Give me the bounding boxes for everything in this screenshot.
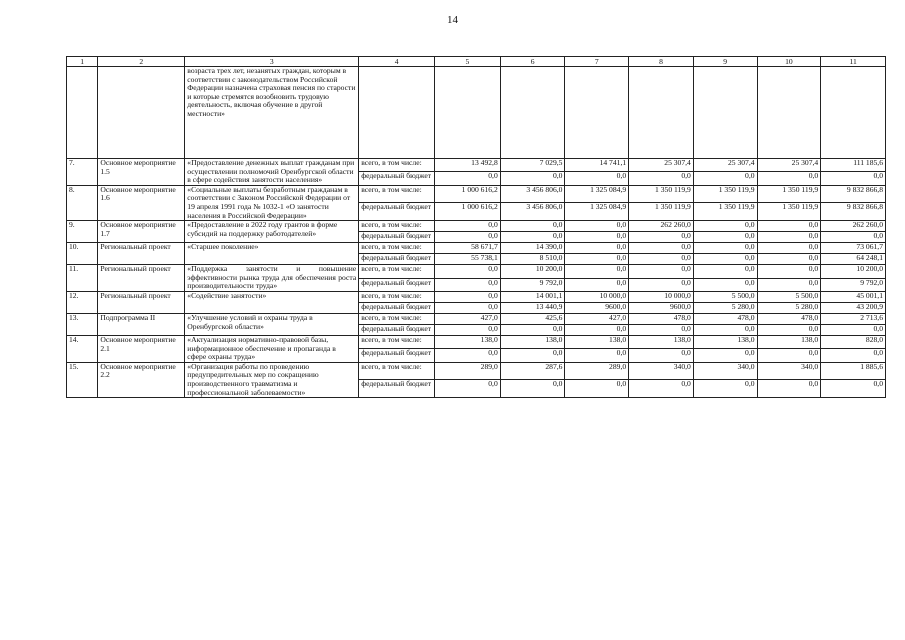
- empty-cell: [629, 67, 694, 159]
- column-header: 8: [629, 57, 694, 67]
- table-row: [67, 291, 886, 302]
- budget-source-cell: всего, в том числе:: [359, 291, 435, 302]
- program-name-cell: Региональный проект: [98, 265, 185, 292]
- year-value-cell: 0,0: [565, 349, 629, 362]
- year-value-cell: 10 000,0: [565, 291, 629, 302]
- year-value-cell: 0,0: [629, 278, 694, 291]
- year-value-cell: 3 456 806,0: [500, 185, 565, 203]
- table-body: [67, 67, 886, 398]
- year-value-cell: 8 510,0: [500, 254, 565, 265]
- total-value-cell: 9 832 866,8: [821, 185, 886, 203]
- year-value-cell: 1 325 084,9: [565, 185, 629, 203]
- budget-source-cell: всего, в том числе:: [359, 313, 435, 324]
- year-value-cell: 0,0: [693, 254, 757, 265]
- year-value-cell: 55 738,1: [435, 254, 501, 265]
- table-row: [67, 243, 886, 254]
- year-value-cell: 478,0: [693, 313, 757, 324]
- year-value-cell: 0,0: [565, 232, 629, 243]
- budget-source-cell: федеральный бюджет: [359, 254, 435, 265]
- total-value-cell: 1 885,6: [821, 362, 886, 380]
- year-value-cell: 1 350 119,9: [629, 203, 694, 221]
- budget-source-cell: федеральный бюджет: [359, 172, 435, 185]
- year-value-cell: 0,0: [629, 324, 694, 335]
- table-row: [67, 159, 886, 172]
- total-value-cell: 10 200,0: [821, 265, 886, 278]
- column-header: 2: [98, 57, 185, 67]
- year-value-cell: 1 350 119,9: [693, 203, 757, 221]
- row-number-cell: 7.: [67, 159, 98, 186]
- year-value-cell: 25 307,4: [693, 159, 757, 172]
- year-value-cell: 0,0: [629, 243, 694, 254]
- year-value-cell: 0,0: [757, 380, 821, 398]
- year-value-cell: 0,0: [435, 232, 501, 243]
- row-number-cell: [67, 67, 98, 159]
- year-value-cell: 0,0: [435, 265, 501, 278]
- year-value-cell: 0,0: [629, 172, 694, 185]
- description-cell: «Организация работы по проведению предупредительных мер по сокращению производственного травматизма и профессиональной заболеваемости»: [185, 362, 359, 397]
- year-value-cell: 0,0: [693, 243, 757, 254]
- year-value-cell: 0,0: [757, 278, 821, 291]
- year-value-cell: 138,0: [435, 335, 501, 348]
- column-header: 9: [693, 57, 757, 67]
- year-value-cell: 0,0: [757, 243, 821, 254]
- total-value-cell: 111 185,6: [821, 159, 886, 172]
- total-value-cell: 828,0: [821, 335, 886, 348]
- column-header: 3: [185, 57, 359, 67]
- year-value-cell: 0,0: [693, 380, 757, 398]
- year-value-cell: 10 000,0: [629, 291, 694, 302]
- year-value-cell: 0,0: [565, 254, 629, 265]
- budget-source-cell: всего, в том числе:: [359, 243, 435, 254]
- year-value-cell: 0,0: [435, 324, 501, 335]
- year-value-cell: 0,0: [435, 172, 501, 185]
- budget-source-cell: федеральный бюджет: [359, 380, 435, 398]
- empty-cell: [821, 67, 886, 159]
- budget-source-cell: федеральный бюджет: [359, 302, 435, 313]
- year-value-cell: 1 350 119,9: [757, 185, 821, 203]
- year-value-cell: 9600,0: [565, 302, 629, 313]
- budget-source-cell: всего, в том числе:: [359, 335, 435, 348]
- total-value-cell: 73 061,7: [821, 243, 886, 254]
- year-value-cell: 0,0: [565, 380, 629, 398]
- year-value-cell: 0,0: [757, 349, 821, 362]
- table-row: [67, 185, 886, 203]
- program-name-cell: Основное мероприятие 1.5: [98, 159, 185, 186]
- year-value-cell: 0,0: [565, 221, 629, 232]
- total-value-cell: 43 200,9: [821, 302, 886, 313]
- table-row: [67, 335, 886, 348]
- year-value-cell: 0,0: [500, 232, 565, 243]
- row-number-cell: 9.: [67, 221, 98, 243]
- description-cell: «Социальные выплаты безработным гражданам в соответствии с Законом Российской Федерации от 19 апреля 1991 года № 1032-1 «О занятости населения в Российской Федерации»: [185, 185, 359, 220]
- total-value-cell: 0,0: [821, 349, 886, 362]
- table-row: [67, 313, 886, 324]
- empty-cell: [500, 67, 565, 159]
- total-value-cell: 0,0: [821, 172, 886, 185]
- year-value-cell: 1 000 616,2: [435, 203, 501, 221]
- year-value-cell: 0,0: [565, 324, 629, 335]
- year-value-cell: 0,0: [629, 380, 694, 398]
- table-row: [67, 265, 886, 278]
- year-value-cell: 427,0: [435, 313, 501, 324]
- column-header: 10: [757, 57, 821, 67]
- year-value-cell: 1 350 119,9: [629, 185, 694, 203]
- year-value-cell: 0,0: [435, 380, 501, 398]
- description-cell: «Актуализация нормативно-правовой базы, информационное обеспечение и пропаганда в сфере охраны труда»: [185, 335, 359, 362]
- year-value-cell: 0,0: [629, 232, 694, 243]
- year-value-cell: 0,0: [693, 232, 757, 243]
- row-number-cell: 11.: [67, 265, 98, 292]
- table-row: [67, 221, 886, 232]
- description-cell: «Старшее поколение»: [185, 243, 359, 265]
- budget-source-cell: всего, в том числе:: [359, 185, 435, 203]
- budget-source-cell: федеральный бюджет: [359, 349, 435, 362]
- total-value-cell: 64 248,1: [821, 254, 886, 265]
- column-header: 7: [565, 57, 629, 67]
- total-value-cell: 0,0: [821, 324, 886, 335]
- year-value-cell: 340,0: [757, 362, 821, 380]
- year-value-cell: 0,0: [500, 380, 565, 398]
- column-header: 6: [500, 57, 565, 67]
- budget-source-cell: всего, в том числе:: [359, 159, 435, 172]
- year-value-cell: 138,0: [693, 335, 757, 348]
- total-value-cell: 0,0: [821, 380, 886, 398]
- year-value-cell: 0,0: [693, 349, 757, 362]
- page-number: 14: [447, 14, 458, 26]
- description-cell: «Содействие занятости»: [185, 291, 359, 313]
- year-value-cell: 289,0: [435, 362, 501, 380]
- empty-cell: [359, 67, 435, 159]
- row-number-cell: 8.: [67, 185, 98, 220]
- budget-source-cell: всего, в том числе:: [359, 221, 435, 232]
- year-value-cell: 0,0: [565, 243, 629, 254]
- year-value-cell: 14 001,1: [500, 291, 565, 302]
- description-cell: «Поддержка занятости и повышение эффективности рынка труда для обеспечения роста производительности труда»: [185, 265, 359, 292]
- year-value-cell: 9 792,0: [500, 278, 565, 291]
- year-value-cell: 0,0: [757, 172, 821, 185]
- year-value-cell: 0,0: [629, 254, 694, 265]
- year-value-cell: 1 350 119,9: [757, 203, 821, 221]
- year-value-cell: 58 671,7: [435, 243, 501, 254]
- year-value-cell: 25 307,4: [629, 159, 694, 172]
- empty-cell: [565, 67, 629, 159]
- year-value-cell: 262 260,0: [629, 221, 694, 232]
- row-number-cell: 10.: [67, 243, 98, 265]
- year-value-cell: 0,0: [500, 349, 565, 362]
- year-value-cell: 0,0: [629, 265, 694, 278]
- year-value-cell: 5 500,0: [757, 291, 821, 302]
- year-value-cell: 0,0: [435, 302, 501, 313]
- year-value-cell: 138,0: [629, 335, 694, 348]
- year-value-cell: 0,0: [693, 265, 757, 278]
- year-value-cell: 0,0: [693, 221, 757, 232]
- year-value-cell: 9600,0: [629, 302, 694, 313]
- year-value-cell: 0,0: [500, 324, 565, 335]
- budget-source-cell: федеральный бюджет: [359, 203, 435, 221]
- year-value-cell: 14 741,1: [565, 159, 629, 172]
- year-value-cell: 0,0: [757, 265, 821, 278]
- empty-cell: [693, 67, 757, 159]
- total-value-cell: 45 001,1: [821, 291, 886, 302]
- program-name-cell: Региональный проект: [98, 291, 185, 313]
- year-value-cell: 1 325 084,9: [565, 203, 629, 221]
- year-value-cell: 0,0: [757, 232, 821, 243]
- column-header: 5: [435, 57, 501, 67]
- year-value-cell: 0,0: [435, 349, 501, 362]
- year-value-cell: 0,0: [435, 278, 501, 291]
- budget-source-cell: всего, в том числе:: [359, 265, 435, 278]
- total-value-cell: 9 792,0: [821, 278, 886, 291]
- year-value-cell: 138,0: [757, 335, 821, 348]
- column-header: 11: [821, 57, 886, 67]
- year-value-cell: 0,0: [565, 172, 629, 185]
- description-cell: «Предоставление в 2022 году грантов в форме субсидий на поддержку работодателей»: [185, 221, 359, 243]
- year-value-cell: 0,0: [757, 324, 821, 335]
- year-value-cell: 0,0: [500, 172, 565, 185]
- year-value-cell: 0,0: [693, 324, 757, 335]
- budget-table: [66, 56, 886, 398]
- year-value-cell: 478,0: [629, 313, 694, 324]
- year-value-cell: 0,0: [693, 278, 757, 291]
- year-value-cell: 1 350 119,9: [693, 185, 757, 203]
- row-number-cell: 14.: [67, 335, 98, 362]
- program-name-cell: [98, 67, 185, 159]
- year-value-cell: 7 029,5: [500, 159, 565, 172]
- program-name-cell: Основное мероприятие 1.7: [98, 221, 185, 243]
- program-name-cell: Основное мероприятие 2.1: [98, 335, 185, 362]
- year-value-cell: 0,0: [757, 254, 821, 265]
- program-name-cell: Подпрограмма II: [98, 313, 185, 335]
- year-value-cell: 13 440,9: [500, 302, 565, 313]
- program-name-cell: Основное мероприятие 1.6: [98, 185, 185, 220]
- year-value-cell: 340,0: [629, 362, 694, 380]
- year-value-cell: 10 200,0: [500, 265, 565, 278]
- year-value-cell: 13 492,8: [435, 159, 501, 172]
- year-value-cell: 427,0: [565, 313, 629, 324]
- year-value-cell: 3 456 806,0: [500, 203, 565, 221]
- year-value-cell: 0,0: [565, 265, 629, 278]
- year-value-cell: 287,6: [500, 362, 565, 380]
- year-value-cell: 25 307,4: [757, 159, 821, 172]
- description-cell: «Предоставление денежных выплат гражданам при осуществлении полномочий Оренбургской области в сфере содействия занятости населения»: [185, 159, 359, 186]
- description-cell: «Улучшение условий и охраны труда в Оренбургской области»: [185, 313, 359, 335]
- column-header: 4: [359, 57, 435, 67]
- budget-source-cell: всего, в том числе:: [359, 362, 435, 380]
- year-value-cell: 5 500,0: [693, 291, 757, 302]
- row-number-cell: 13.: [67, 313, 98, 335]
- total-value-cell: 9 832 866,8: [821, 203, 886, 221]
- year-value-cell: 14 390,0: [500, 243, 565, 254]
- year-value-cell: 0,0: [435, 291, 501, 302]
- program-name-cell: Региональный проект: [98, 243, 185, 265]
- year-value-cell: 5 280,0: [693, 302, 757, 313]
- year-value-cell: 0,0: [757, 221, 821, 232]
- year-value-cell: 340,0: [693, 362, 757, 380]
- year-value-cell: 1 000 616,2: [435, 185, 501, 203]
- year-value-cell: 478,0: [757, 313, 821, 324]
- year-value-cell: 138,0: [565, 335, 629, 348]
- empty-cell: [435, 67, 501, 159]
- column-number-row: [67, 57, 886, 67]
- table-row: [67, 67, 886, 159]
- year-value-cell: 0,0: [565, 278, 629, 291]
- year-value-cell: 5 280,0: [757, 302, 821, 313]
- year-value-cell: 425,6: [500, 313, 565, 324]
- empty-cell: [757, 67, 821, 159]
- column-header: 1: [67, 57, 98, 67]
- row-number-cell: 15.: [67, 362, 98, 397]
- budget-source-cell: федеральный бюджет: [359, 278, 435, 291]
- table-row: [67, 362, 886, 380]
- total-value-cell: 2 713,6: [821, 313, 886, 324]
- year-value-cell: 289,0: [565, 362, 629, 380]
- budget-source-cell: федеральный бюджет: [359, 232, 435, 243]
- year-value-cell: 0,0: [435, 221, 501, 232]
- total-value-cell: 262 260,0: [821, 221, 886, 232]
- year-value-cell: 0,0: [500, 221, 565, 232]
- budget-source-cell: федеральный бюджет: [359, 324, 435, 335]
- row-number-cell: 12.: [67, 291, 98, 313]
- year-value-cell: 0,0: [693, 172, 757, 185]
- year-value-cell: 138,0: [500, 335, 565, 348]
- program-name-cell: Основное мероприятие 2.2: [98, 362, 185, 397]
- total-value-cell: 0,0: [821, 232, 886, 243]
- year-value-cell: 0,0: [629, 349, 694, 362]
- description-cell: возраста трех лет, незанятых граждан, которым в соответствии с законодательством Российской Федерации назначена страховая пенсия по старости и которые стремятся возобновить трудовую деятельность, включая обучение в другой местности»: [185, 67, 359, 159]
